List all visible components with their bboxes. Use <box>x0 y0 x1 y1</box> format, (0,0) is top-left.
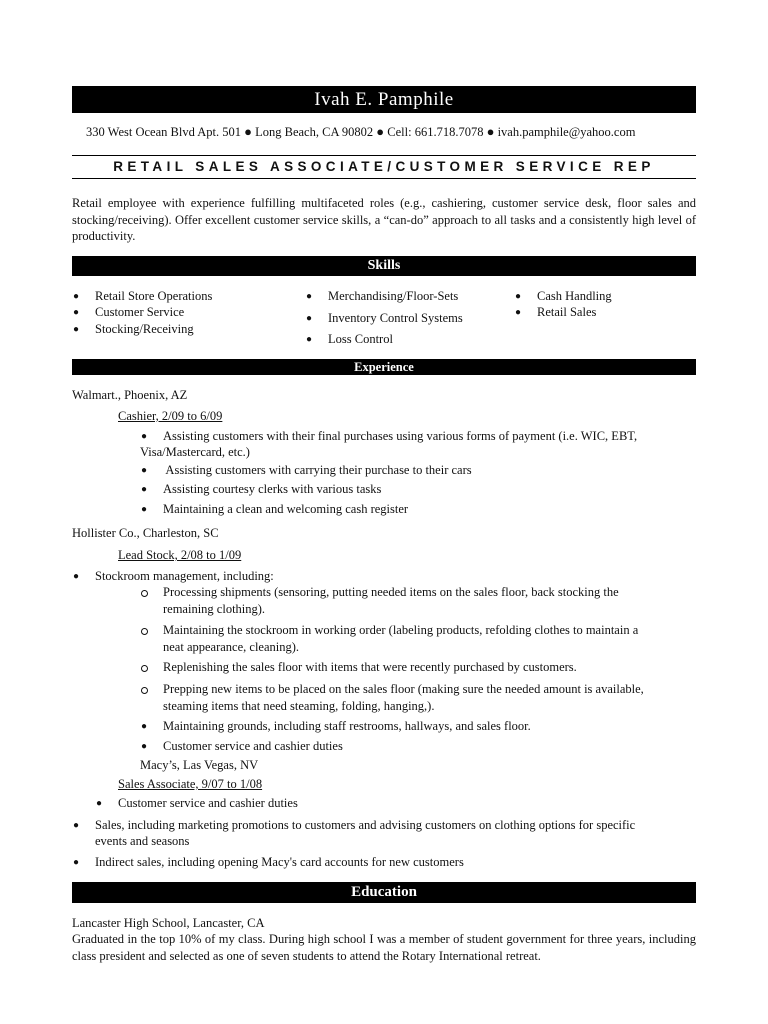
name-banner <box>72 86 696 113</box>
bullet-icon: ● <box>73 571 80 582</box>
sub-item: Processing shipments (sensoring, putting needed items on the sales floor, back stocking the <box>163 585 619 599</box>
circle-bullet-icon <box>141 628 148 635</box>
objective-title: RETAIL SALES ASSOCIATE/CUSTOMER SERVICE REP <box>113 159 655 174</box>
circle-bullet-icon <box>141 687 148 694</box>
skill-item: Customer Service <box>95 305 185 319</box>
divider <box>72 155 696 156</box>
email: ivah.pamphile@yahoo.com <box>497 125 636 139</box>
separator-dot-icon: ● <box>376 124 385 139</box>
bullet-icon: ● <box>73 291 80 302</box>
role-cashier: Cashier, 2/09 to 6/09 <box>118 409 223 423</box>
list-item: Maintaining a clean and welcoming cash register <box>163 502 409 516</box>
bullet-icon: ● <box>515 307 522 318</box>
list-item-continued: events and seasons <box>95 834 190 848</box>
company-hollister: Hollister Co., Charleston, SC <box>72 526 219 540</box>
list-item: Indirect sales, including opening Macy's card accounts for new customers <box>95 855 464 869</box>
bullet-icon: ● <box>96 798 103 809</box>
company-walmart: Walmart., Phoenix, AZ <box>72 388 188 402</box>
bullet-icon: ● <box>141 465 148 476</box>
sub-item-continued: steaming items that need steaming, folding, hanging,). <box>163 699 435 713</box>
skill-item: Retail Store Operations <box>95 289 213 303</box>
list-item: Maintaining grounds, including staff restrooms, hallways, and sales floor. <box>163 719 531 733</box>
skill-item: Inventory Control Systems <box>328 311 463 325</box>
education-banner <box>72 882 696 903</box>
bullet-icon: ● <box>306 334 313 345</box>
skill-item: Retail Sales <box>537 305 597 319</box>
sub-item: Replenishing the sales floor with items that were recently purchased by customers. <box>163 660 577 674</box>
skill-item: Cash Handling <box>537 289 612 303</box>
role-sales-associate: Sales Associate, 9/07 to 1/08 <box>118 777 263 791</box>
sub-item-continued: neat appearance, cleaning). <box>163 640 300 654</box>
education-text: Graduated in the top 10% of my class. During high school I was a member of student government for three years, including class president and selected as one of seven students to attend the Rotary International retreat. <box>72 932 696 963</box>
list-item-continued: Visa/Mastercard, etc.) <box>140 445 250 459</box>
sub-item: Prepping new items to be placed on the sales floor (making sure the needed amount is available, <box>163 682 644 696</box>
skills-banner <box>72 256 696 276</box>
bullet-icon: ● <box>73 857 80 868</box>
sub-item: Maintaining the stockroom in working order (labeling products, refolding clothes to maintain a <box>163 623 639 637</box>
bullet-icon: ● <box>306 313 313 324</box>
bullet-icon: ● <box>73 324 80 335</box>
skill-item: Merchandising/Floor-Sets <box>328 289 459 303</box>
separator-dot-icon: ● <box>244 124 252 139</box>
summary: Retail employee with experience fulfilling multifaceted roles (e.g., cashiering, customer service desk, floor sales and stocking/receiving). Offer excellent customer service skills, a “can-do” approach to all tasks and a consistently high level of productivity. <box>72 196 696 243</box>
address: 330 West Ocean Blvd Apt. 501 <box>86 125 241 139</box>
list-item: Customer service and cashier duties <box>163 739 343 753</box>
city: Long Beach, CA 90802 <box>255 125 374 139</box>
list-item: Assisting customers with their final purchases using various forms of payment (i.e. WIC, EBT, <box>163 429 638 443</box>
cell: Cell: 661.718.7078 <box>387 125 484 139</box>
list-item: Assisting courtesy clerks with various tasks <box>163 482 382 496</box>
education-title: Education <box>351 884 417 900</box>
sub-item-continued: remaining clothing). <box>163 602 266 616</box>
list-item: Assisting customers with carrying their purchase to their cars <box>163 463 472 477</box>
bullet-icon: ● <box>141 721 148 732</box>
experience-banner <box>72 359 696 375</box>
bullet-icon: ● <box>515 291 522 302</box>
bullet-icon: ● <box>141 431 148 442</box>
divider <box>72 178 696 179</box>
bullet-icon: ● <box>73 820 80 831</box>
contact-line <box>86 124 635 140</box>
role-lead-stock: Lead Stock, 2/08 to 1/09 <box>118 548 242 562</box>
circle-bullet-icon <box>141 590 148 597</box>
experience-title: Experience <box>354 359 414 374</box>
school: Lancaster High School, Lancaster, CA <box>72 916 265 930</box>
circle-bullet-icon <box>141 665 148 672</box>
bullet-icon: ● <box>306 291 313 302</box>
skill-item: Loss Control <box>328 332 393 346</box>
list-item: Stockroom management, including: <box>95 569 274 583</box>
skills-title: Skills <box>367 258 401 273</box>
bullet-icon: ● <box>141 504 148 515</box>
skill-item: Stocking/Receiving <box>95 322 194 336</box>
bullet-icon: ● <box>73 307 80 318</box>
separator-dot-icon: ● <box>486 124 495 139</box>
list-item: Customer service and cashier duties <box>118 796 298 810</box>
list-item: Sales, including marketing promotions to customers and advising customers on clothing options for specific <box>95 818 636 832</box>
bullet-icon: ● <box>141 741 148 752</box>
bullet-icon: ● <box>141 484 148 495</box>
candidate-name: Ivah E. Pamphile <box>314 88 454 110</box>
company-macys: Macy’s, Las Vegas, NV <box>140 758 259 772</box>
